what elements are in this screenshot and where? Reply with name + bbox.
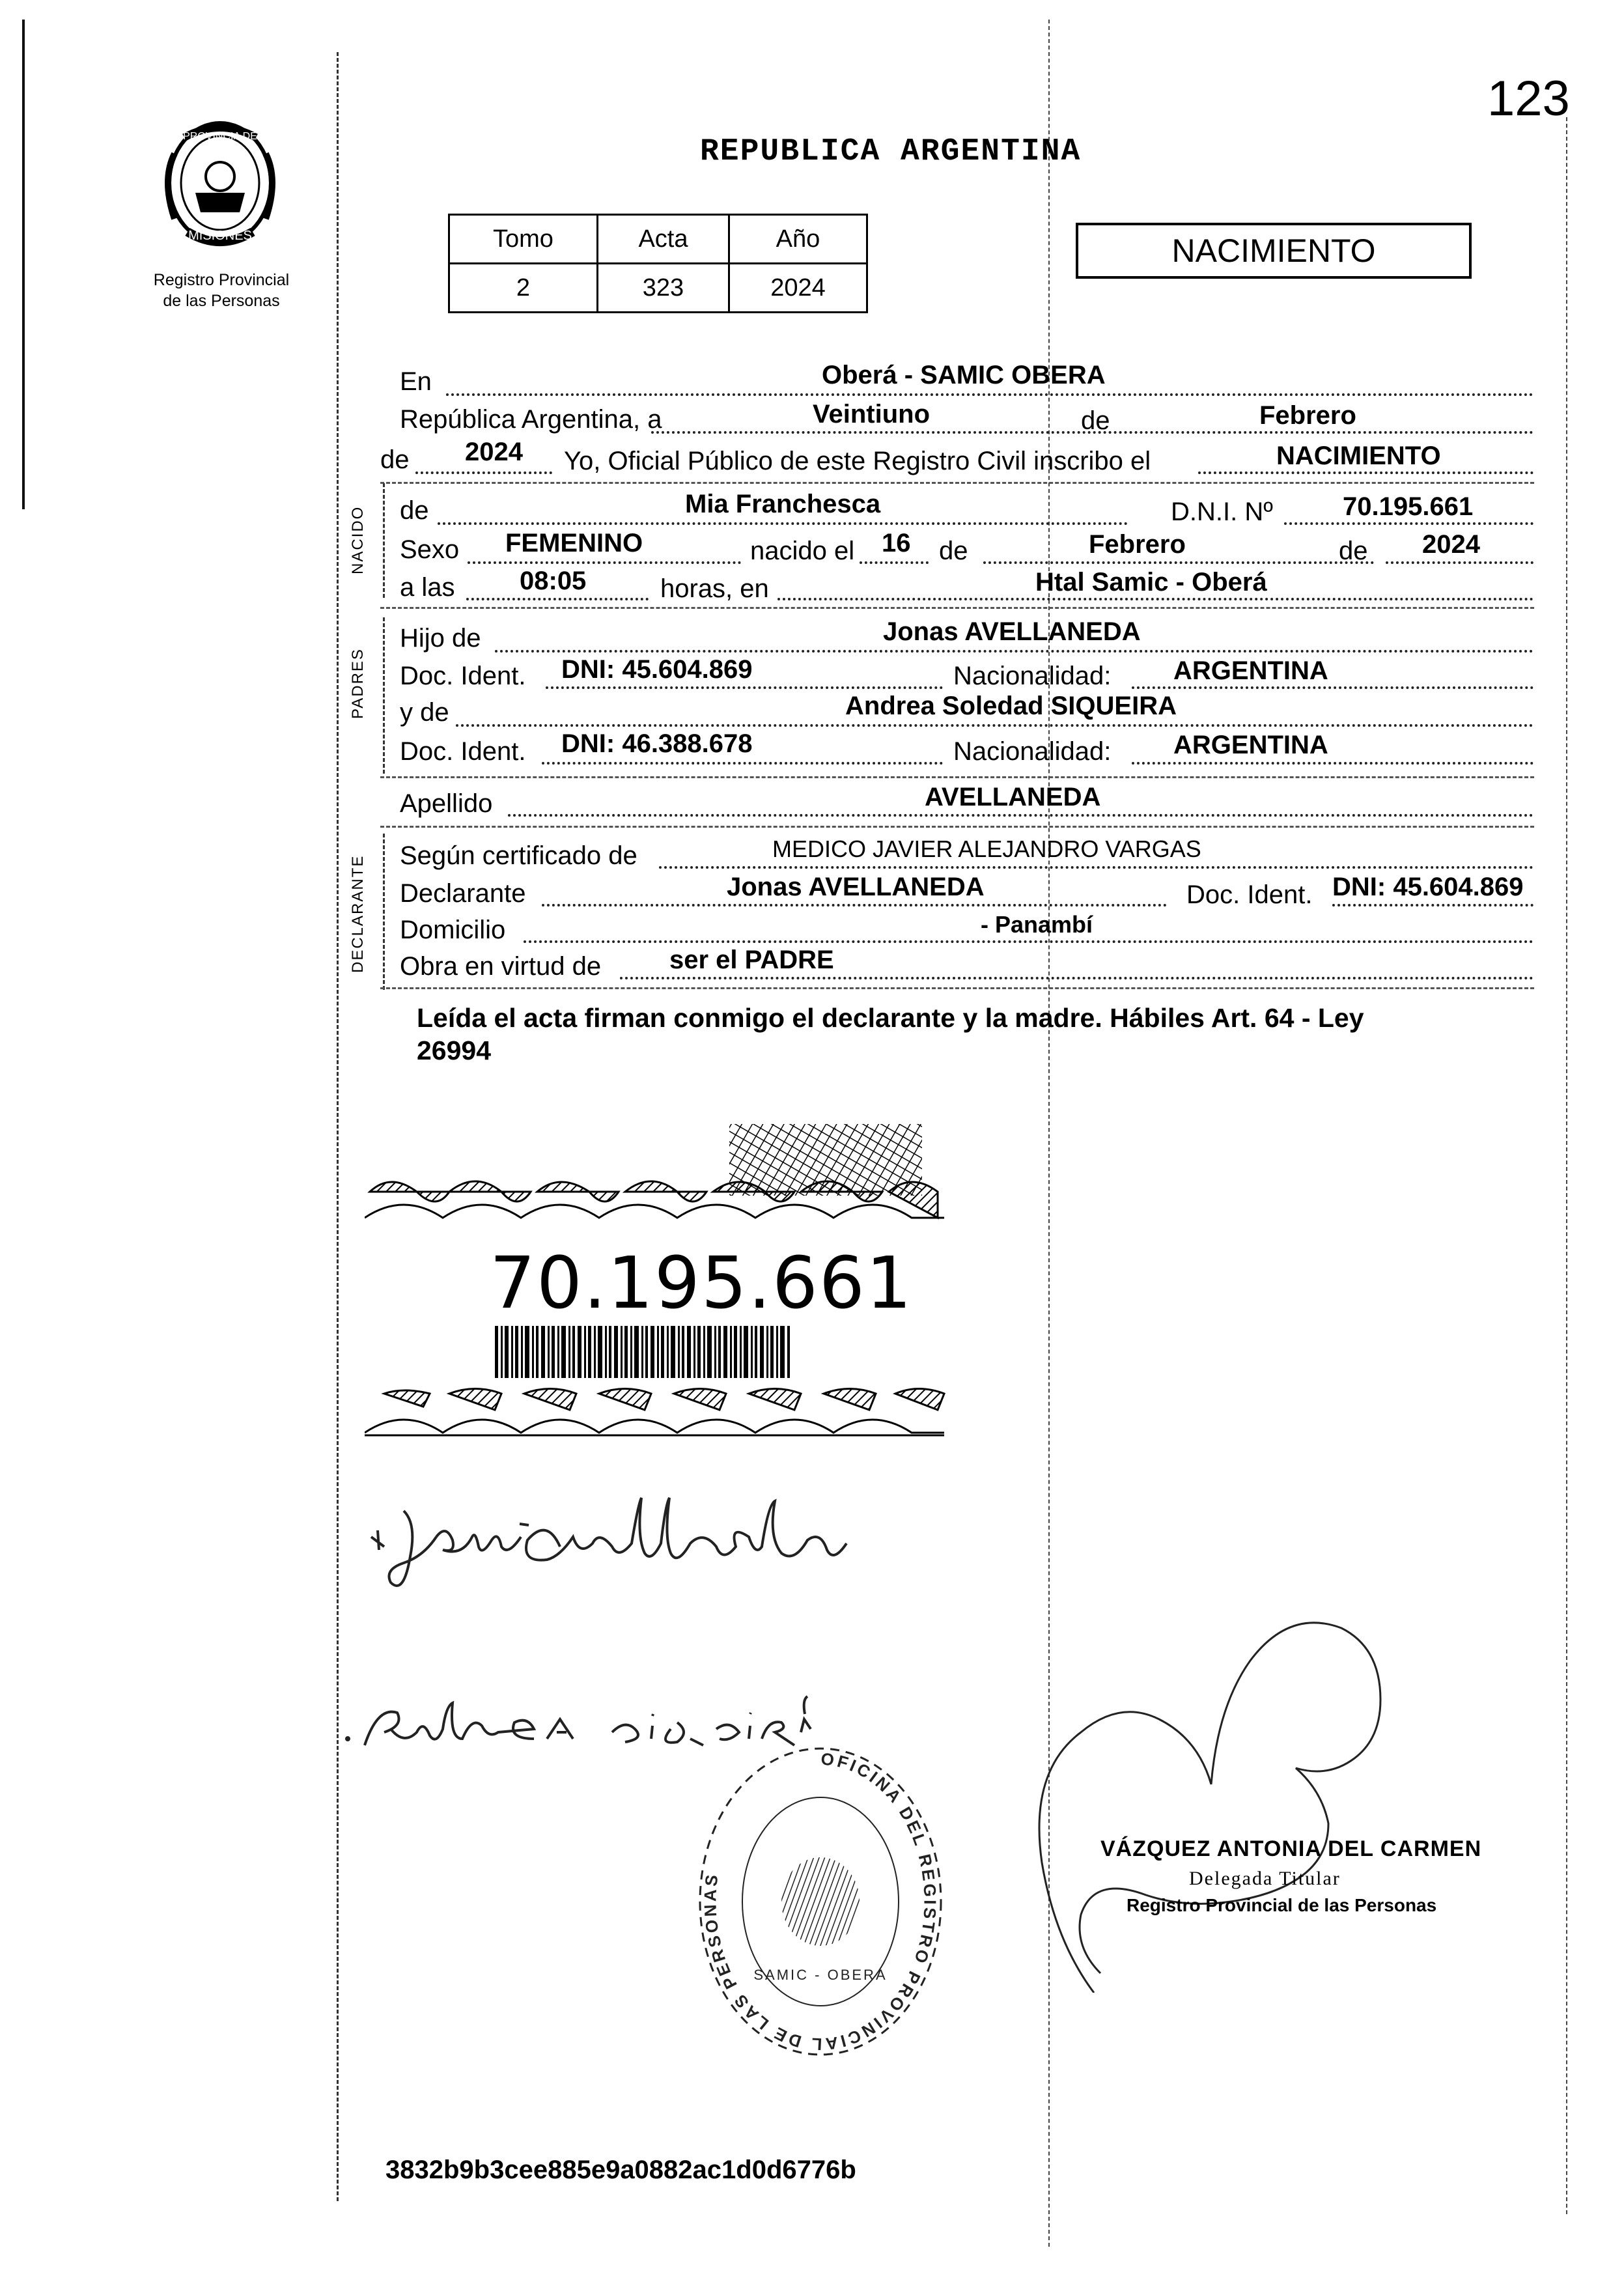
address: - Panambí	[981, 911, 1093, 938]
birth-place: Htal Samic - Oberá	[1035, 568, 1267, 597]
crest-icon	[148, 115, 292, 258]
registry-seal-image	[684, 1726, 957, 2090]
declarant-doc-label: Doc. Ident.	[1186, 880, 1313, 909]
birth-year-dots	[1386, 561, 1533, 564]
section-separator-4	[380, 826, 1534, 828]
father-dni: DNI: 45.604.869	[561, 655, 753, 684]
birth-day-dots	[860, 561, 929, 564]
sex-dots	[468, 561, 741, 564]
birth-record-place: Oberá - SAMIC OBERA	[822, 361, 1106, 389]
record-year: 2024	[465, 438, 523, 466]
birth-place-dots	[777, 598, 1533, 600]
official-office: Registro Provincial de las Personas	[1127, 1895, 1437, 1915]
section-separator-3	[380, 776, 1534, 778]
birth-de-label2: de	[1339, 537, 1368, 565]
official-seal	[684, 1726, 957, 2090]
official-role: Delegada Titular	[1189, 1868, 1341, 1889]
father-signature	[365, 1485, 860, 1615]
acts-as: ser el PADRE	[669, 946, 834, 974]
barcode-icon	[495, 1326, 794, 1378]
mother-dni: DNI: 46.388.678	[561, 729, 753, 758]
child-dni-label: D.N.I. Nº	[1171, 498, 1273, 526]
obra-label: Obra en virtud de	[400, 952, 602, 981]
right-margin-rule	[1566, 117, 1567, 2214]
child-name: Mia Franchesca	[685, 490, 881, 518]
apellido-label: Apellido	[400, 789, 493, 818]
declarante-side-label: DECLARANTE	[349, 854, 367, 973]
child-dni: 70.195.661	[1343, 492, 1474, 521]
crest-caption-line1: Registro Provincial	[153, 271, 290, 289]
acta-table-header-tomo: Tomo	[449, 215, 598, 264]
padres-bracket	[383, 617, 385, 774]
document-hash: 3832b9b3cee885e9a0882ac1d0d6776b	[385, 2156, 856, 2184]
mother-nationality: ARGENTINA	[1173, 731, 1328, 759]
republica-label: República Argentina, a	[400, 405, 662, 434]
seal-inner-text: SAMIC - OBERA	[753, 1967, 888, 1983]
oficial-text: Yo, Oficial Público de este Registro Civil inscribo el	[564, 447, 1151, 475]
closing-text-line2: 26994	[417, 1035, 492, 1065]
child-name-dots	[438, 522, 1128, 525]
nacido-el-label: nacido el	[750, 537, 855, 565]
certificado-label: Según certificado de	[400, 841, 637, 870]
official-name: VÁZQUEZ ANTONIA DEL CARMEN	[1100, 1836, 1482, 1861]
horas-label: horas, en	[660, 574, 769, 603]
mother-dni-dots	[542, 762, 943, 765]
mother-name-dots	[456, 724, 1533, 727]
section-separator-1	[380, 482, 1534, 484]
binding-rule	[337, 52, 339, 2201]
acta-table-tomo: 2	[449, 264, 598, 313]
domicilio-label: Domicilio	[400, 916, 506, 944]
crest-top-text: PROVINCIA DE	[183, 131, 257, 142]
father-nationality: ARGENTINA	[1173, 656, 1328, 685]
father-nationality-label: Nacionalidad:	[953, 662, 1112, 690]
child-dni-dots	[1284, 522, 1533, 525]
record-day-words: Veintiuno	[813, 400, 930, 429]
declarant-dni: DNI: 45.604.869	[1332, 873, 1524, 901]
child-de-label: de	[400, 496, 429, 525]
country-title: REPUBLICA ARGENTINA	[700, 134, 1082, 169]
page-number: 123	[1487, 71, 1570, 126]
inscription-type: NACIMIENTO	[1276, 442, 1441, 470]
father-dni-dots	[546, 686, 943, 689]
acta-table-header-ano: Año	[729, 215, 867, 264]
en-dots	[446, 393, 1533, 396]
official-signature	[1016, 1602, 1485, 1993]
mother-name: Andrea Soledad SIQUEIRA	[845, 692, 1177, 720]
acts-as-dots	[620, 977, 1533, 979]
closing-text	[417, 1002, 1530, 1067]
mother-signature-text: Andrea Siqueira	[339, 1667, 344, 1668]
record-type-box: NACIMIENTO	[1076, 223, 1472, 279]
acta-table-ano: 2024	[729, 264, 867, 313]
padres-side-label: PADRES	[349, 648, 367, 719]
address-dots	[524, 940, 1533, 943]
crest-caption-line2: de las Personas	[163, 292, 280, 310]
id-number: 70.195.661	[490, 1241, 913, 1325]
y-de-label: y de	[400, 698, 449, 727]
declarant-name-dots	[542, 904, 1167, 907]
record-year-dots	[415, 471, 552, 474]
section-separator-5	[380, 987, 1534, 989]
hijo-de-label: Hijo de	[400, 624, 481, 653]
declarante-label: Declarante	[400, 879, 526, 908]
father-nationality-dots	[1132, 686, 1533, 689]
mother-nationality-label: Nacionalidad:	[953, 737, 1112, 766]
crest-caption	[124, 270, 319, 311]
surname-dots	[508, 814, 1533, 817]
province-crest	[148, 115, 292, 258]
nacido-side-label: NACIDO	[349, 505, 367, 574]
mother-nationality-dots	[1132, 762, 1533, 765]
declarant-name: Jonas AVELLANEDA	[727, 873, 985, 901]
acta-table-acta: 323	[597, 264, 729, 313]
birth-month-dots	[983, 561, 1374, 564]
left-margin-rule	[22, 20, 25, 509]
sexo-label: Sexo	[400, 535, 460, 564]
declarant-dni-dots	[1332, 904, 1533, 907]
crest-bottom-text: MISIONES	[188, 229, 252, 243]
father-name-dots	[495, 650, 1533, 653]
birth-de-label: de	[939, 537, 968, 565]
child-sex: FEMENINO	[505, 529, 643, 557]
birth-month: Febrero	[1089, 530, 1186, 559]
acta-table	[448, 214, 868, 313]
birth-day: 16	[882, 529, 911, 557]
record-de-label: de	[1081, 406, 1110, 435]
official-signature-image	[1016, 1602, 1485, 1993]
birth-time-dots	[466, 598, 649, 600]
mother-doc-label: Doc. Ident.	[400, 737, 526, 766]
section-separator-2	[380, 607, 1534, 609]
certificate-dots	[659, 866, 1533, 869]
certificate-by: MEDICO JAVIER ALEJANDRO VARGAS	[772, 836, 1201, 862]
record-month: Febrero	[1259, 401, 1356, 430]
inscription-dots	[1198, 471, 1533, 474]
surname: AVELLANEDA	[925, 783, 1101, 811]
birth-year: 2024	[1422, 530, 1480, 559]
birth-time: 08:05	[520, 567, 587, 595]
seal-ring-text: OFICINA DEL REGISTRO PROVINCIAL DE LAS PERSONAS	[700, 1749, 940, 2055]
record-de-label2: de	[380, 445, 410, 474]
en-label: En	[400, 367, 432, 396]
a-las-label: a las	[400, 573, 455, 602]
acta-table-header-row	[449, 215, 867, 264]
father-signature-image	[365, 1485, 860, 1615]
acta-table-value-row	[449, 264, 867, 313]
declarante-bracket	[383, 834, 385, 990]
closing-text-line1: Leída el acta firman conmigo el declarante y la madre. Hábiles Art. 64 - Ley	[417, 1003, 1364, 1033]
father-doc-label: Doc. Ident.	[400, 662, 526, 690]
acta-table-header-acta: Acta	[597, 215, 729, 264]
father-name: Jonas AVELLANEDA	[883, 617, 1141, 646]
nacido-bracket	[383, 483, 385, 598]
